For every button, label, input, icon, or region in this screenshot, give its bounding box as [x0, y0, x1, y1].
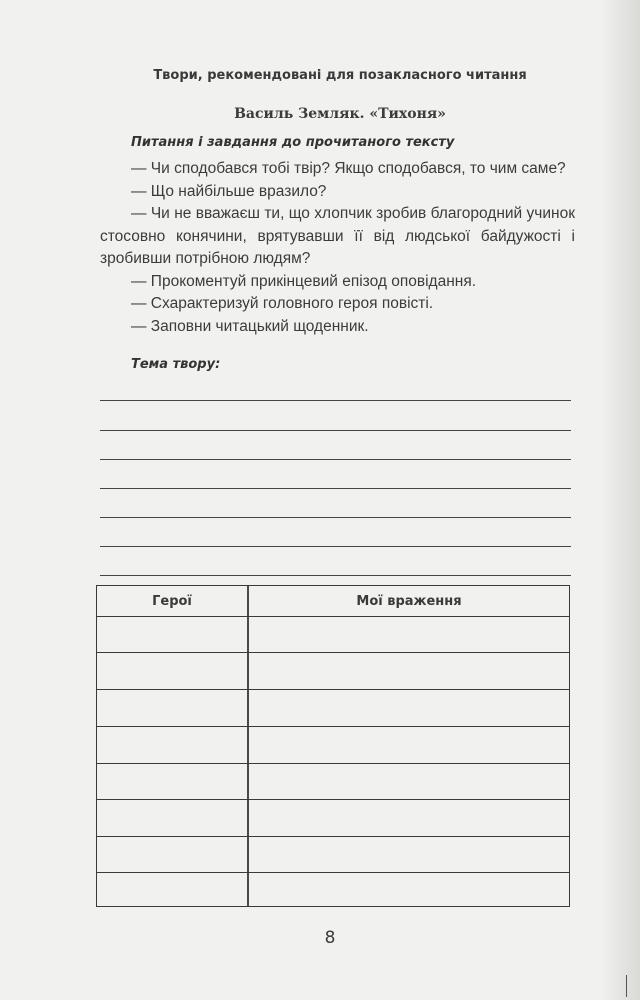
table-row[interactable]: [97, 690, 569, 727]
header-impressions: Мої враження: [356, 594, 462, 609]
table-row[interactable]: [97, 837, 569, 873]
table-header-row: [97, 586, 569, 617]
table-row[interactable]: [97, 873, 569, 906]
table-row[interactable]: [97, 617, 569, 653]
page-number: 8: [324, 928, 336, 948]
question-item: — Чи сподобався тобі твір? Якщо сподобався, то чим саме?: [131, 160, 566, 177]
question-item: — Чи не вважаєш ти, що хлопчик зробив благородний учинок стосовно конячини, врятувавши її від людської байдужості і зробивши потрібною людям?: [100, 205, 575, 267]
question-item: — Заповни читацький щоденник.: [131, 317, 369, 335]
task-heading: Питання і завдання до прочитаного тексту: [131, 135, 455, 150]
writing-line[interactable]: [100, 488, 571, 489]
writing-line[interactable]: [100, 459, 571, 460]
work-title: Василь Земляк. «Тихоня»: [234, 106, 446, 122]
question-item: — Схарактеризуй головного героя повісті.: [131, 295, 434, 312]
writing-line[interactable]: [100, 546, 571, 547]
writing-line[interactable]: [100, 575, 571, 576]
question-item: — Що найбільше вразило?: [131, 182, 327, 200]
table-row[interactable]: [97, 800, 569, 837]
table-row[interactable]: [97, 653, 569, 690]
writing-line[interactable]: [100, 517, 571, 518]
section-title: Твори, рекомендовані для позакласного читання: [153, 68, 527, 83]
reading-diary-table: [96, 585, 570, 907]
writing-line[interactable]: [100, 400, 571, 401]
header-heroes: Герої: [152, 594, 192, 609]
theme-label: Тема твору:: [131, 357, 221, 372]
question-item: — Прокоментуй прикінцевий епізод оповідання.: [131, 272, 477, 290]
page-edge-mark: [626, 975, 627, 997]
questions-list: [100, 158, 575, 338]
page-edge-shadow: [600, 0, 640, 1000]
table-row[interactable]: [97, 727, 569, 764]
writing-line[interactable]: [100, 430, 571, 431]
table-row[interactable]: [97, 764, 569, 800]
